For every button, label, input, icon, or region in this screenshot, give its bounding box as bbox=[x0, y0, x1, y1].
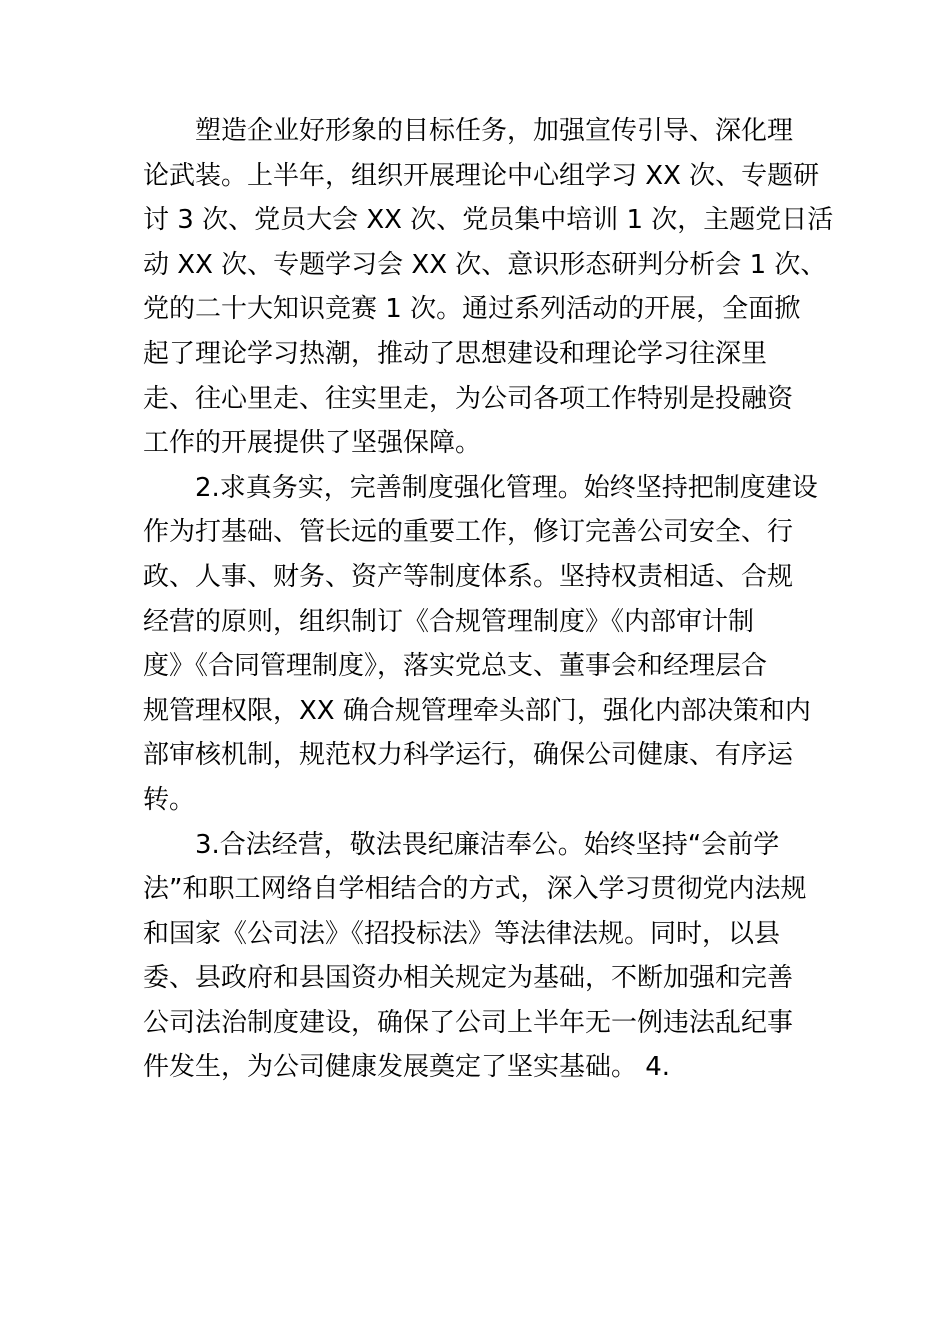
text-line: 经营的原则，组织制订《合规管理制度》《内部审计制 bbox=[143, 606, 755, 637]
text-line: 2.求真务实，完善制度强化管理。始终坚持把制度建设 bbox=[195, 472, 818, 503]
text-line: 3.合法经营，敬法畏纪廉洁奉公。始终坚持“会前学 bbox=[195, 829, 780, 860]
text-line: 党的二十大知识竞赛 1 次。通过系列活动的开展，全面掀 bbox=[143, 294, 801, 325]
text-line: 政、人事、财务、资产等制度体系。坚持权责相适、合规 bbox=[143, 561, 794, 592]
paragraph-system-management bbox=[143, 466, 818, 823]
text-line: 动 XX 次、专题学习会 XX 次、意识形态研判分析会 1 次、 bbox=[143, 249, 827, 280]
text-line: 塑造企业好形象的目标任务，加强宣传引导、深化理 bbox=[195, 116, 794, 146]
paragraph-legal-operation bbox=[143, 823, 808, 1091]
text-line: 转。 bbox=[143, 784, 196, 815]
text-line: 规管理权限，XX 确合规管理牵头部门，强化内部决策和内 bbox=[143, 695, 811, 726]
text-line: 论武装。上半年，组织开展理论中心组学习 XX 次、专题研 bbox=[143, 160, 820, 191]
text-line: 法”和职工网络自学相结合的方式，深入学习贯彻党内法规 bbox=[143, 874, 807, 905]
text-line: 和国家《公司法》《招投标法》等法律法规。同时，以县 bbox=[143, 918, 781, 949]
text-line: 工作的开展提供了坚强保障。 bbox=[143, 428, 482, 459]
text-line: 讨 3 次、党员大会 XX 次、党员集中培训 1 次，主题党日活 bbox=[143, 205, 834, 236]
text-line: 作为打基础、管长远的重要工作，修订完善公司安全、行 bbox=[143, 517, 794, 548]
text-line: 公司法治制度建设，确保了公司上半年无一例违法乱纪事 bbox=[143, 1007, 794, 1038]
text-line: 起了理论学习热潮，推动了思想建设和理论学习往深里 bbox=[143, 338, 768, 369]
document-body bbox=[143, 109, 834, 1090]
text-line: 委、县政府和县国资办相关规定为基础，不断加强和完善 bbox=[143, 963, 794, 994]
text-line: 件发生，为公司健康发展奠定了坚实基础。 4. bbox=[143, 1052, 671, 1083]
text-line: 部审核机制，规范权力科学运行，确保公司健康、有序运 bbox=[143, 740, 794, 771]
paragraph-theory-study bbox=[143, 109, 834, 466]
text-line: 走、往心里走、往实里走，为公司各项工作特别是投融资 bbox=[143, 383, 794, 414]
text-line: 度》《合同管理制度》，落实党总支、董事会和经理层合 bbox=[143, 651, 768, 682]
